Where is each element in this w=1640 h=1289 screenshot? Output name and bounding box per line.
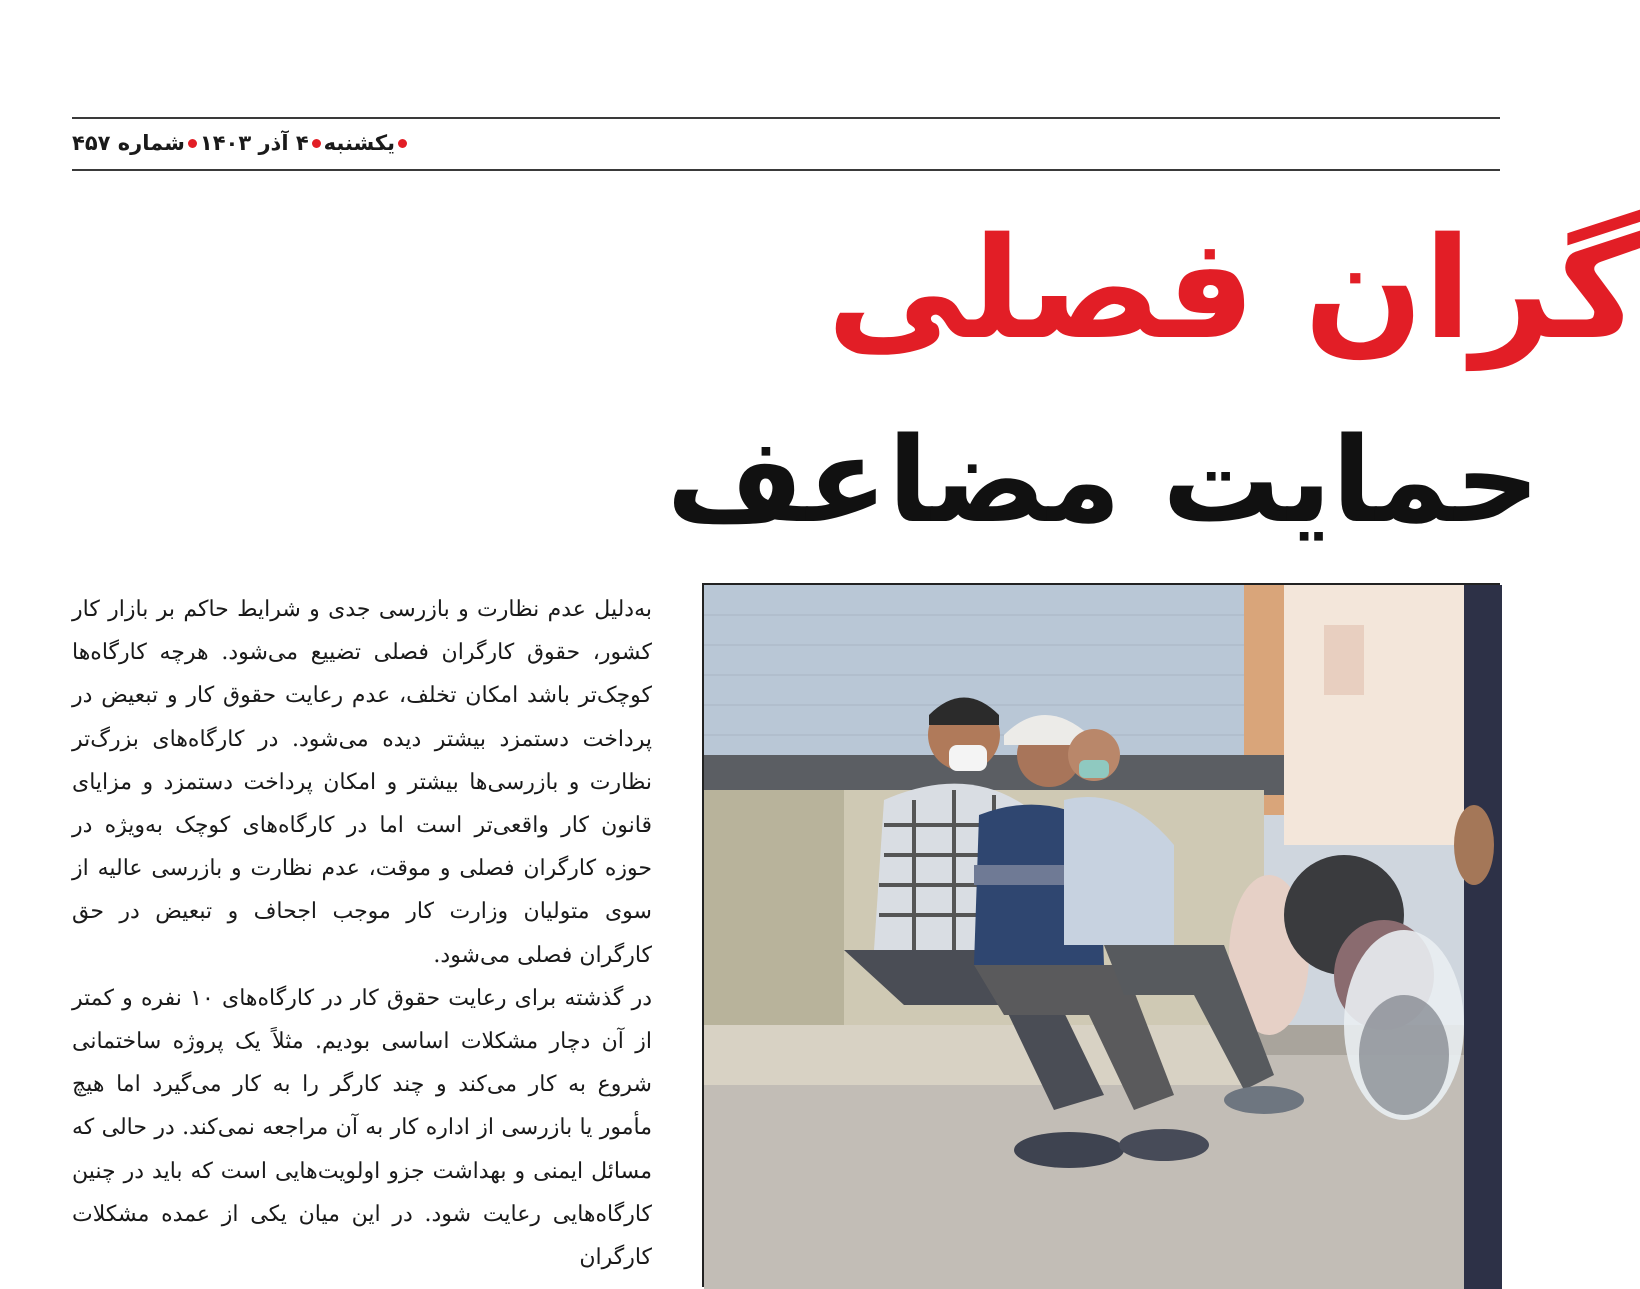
headline-kicker: گران فصلی [826,208,1640,371]
headline-title: حمایت مضاعف [666,411,1540,549]
article-paragraph: در گذشته برای رعایت حقوق کار در کارگاه‌های ۱۰ نفره و کمتر از آن دچار مشکلات اساسی بودیم. مثلاً یک پروژه ساختمانی شروع به کار می‌کند و چند کارگر را به کار می‌گیرد اما هیچ مأمور یا بازرسی از اداره کار به آن مراجعه نمی‌کند. در حالی که مسائل ایمنی و بهداشت جزو اولویت‌هایی است که باید در چنین کارگاه‌هایی رعایت شود. در این میان یکی از عمده مشکلات کارگران [72,985,652,1271]
bullet-dot [398,139,407,148]
photo-illustration [704,585,1502,1289]
issue-date: ۴ آذر ۱۴۰۳ [199,131,309,155]
dateline [72,126,412,160]
article-photo [702,583,1500,1287]
bullet-dot [188,139,197,148]
issue-day: یکشنبه [323,131,396,155]
issue-number: شماره ۴۵۷ [72,131,185,155]
header-top-rule [72,117,1500,119]
article-paragraph: به‌دلیل عدم نظارت و بازرسی جدی و شرایط حاکم بر بازار کار کشور، حقوق کارگران فصلی تضییع می‌شود. هرچه کارگاه‌ها کوچک‌تر باشد امکان تخلف، عدم رعایت حقوق کار و تبعیض در پرداخت دستمزد بیشتر دیده می‌شود. در کارگاه‌های بزرگ‌تر نظارت و بازرسی‌ها بیشتر و امکان پرداخت دستمزد و مزایای قانون کار واقعی‌تر است اما در کارگاه‌های کوچک به‌ویژه در حوزه کارگران فصلی و موقت، عدم نظارت و بازرسی عالیه از سوی متولیان وزارت کار موجب اجحاف و تبعیض در حق کارگران فصلی می‌شود. [72,597,652,968]
header-bottom-rule [72,169,1500,171]
article-body [72,588,652,1287]
bullet-dot [312,139,321,148]
